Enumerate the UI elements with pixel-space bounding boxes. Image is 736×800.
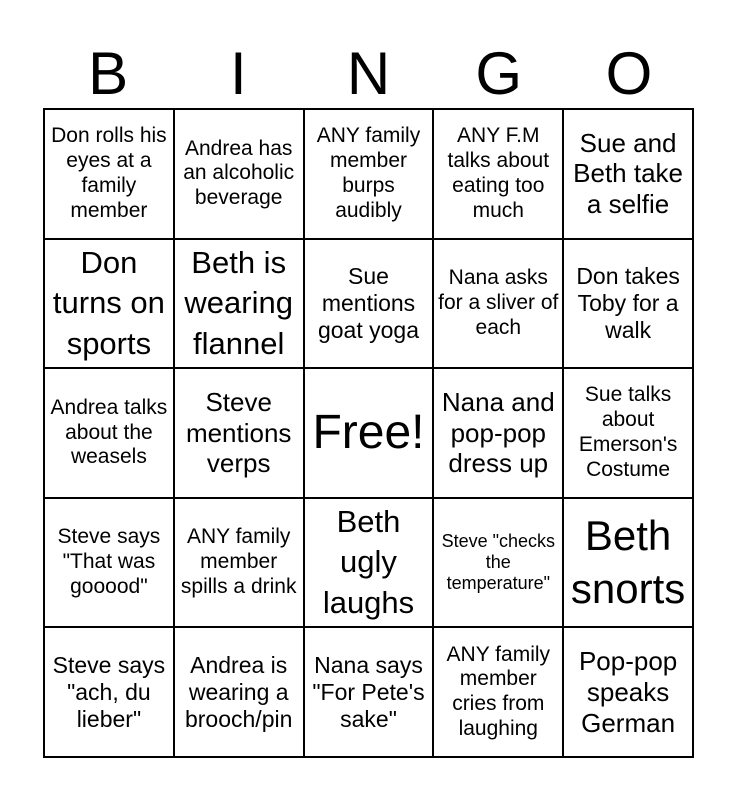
- bingo-cell[interactable]: Nana and pop-pop dress up: [433, 368, 563, 498]
- bingo-cell[interactable]: Sue and Beth take a selfie: [563, 109, 693, 239]
- bingo-cell[interactable]: Steve mentions verps: [174, 368, 304, 498]
- bingo-cell[interactable]: Nana asks for a sliver of each: [433, 239, 563, 369]
- header-letter-i: I: [229, 40, 247, 107]
- bingo-cell[interactable]: Sue mentions goat yoga: [304, 239, 434, 369]
- bingo-cell[interactable]: Andrea is wearing a brooch/pin: [174, 627, 304, 757]
- bingo-cell[interactable]: ANY F.M talks about eating too much: [433, 109, 563, 239]
- bingo-cell[interactable]: Steve "checks the temperature": [433, 498, 563, 628]
- bingo-cell[interactable]: Andrea talks about the weasels: [44, 368, 174, 498]
- bingo-cell[interactable]: Steve says "ach, du lieber": [44, 627, 174, 757]
- header-letter-n: N: [346, 40, 391, 107]
- bingo-header: [43, 40, 694, 108]
- bingo-cell[interactable]: Beth is wearing flannel: [174, 239, 304, 369]
- bingo-cell[interactable]: Andrea has an alcoholic beverage: [174, 109, 304, 239]
- bingo-cell[interactable]: ANY family member cries from laughing: [433, 627, 563, 757]
- header-letter-o: O: [605, 40, 653, 107]
- bingo-cell[interactable]: Don rolls his eyes at a family member: [44, 109, 174, 239]
- bingo-cell[interactable]: ANY family member burps audibly: [304, 109, 434, 239]
- bingo-cell[interactable]: Beth ugly laughs: [304, 498, 434, 628]
- bingo-cell[interactable]: ANY family member spills a drink: [174, 498, 304, 628]
- header-letter-g: G: [475, 40, 523, 107]
- bingo-cell[interactable]: Don turns on sports: [44, 239, 174, 369]
- bingo-cell[interactable]: Steve says "That was gooood": [44, 498, 174, 628]
- bingo-cell[interactable]: Sue talks about Emerson's Costume: [563, 368, 693, 498]
- bingo-cell[interactable]: Don takes Toby for a walk: [563, 239, 693, 369]
- header-letter-b: B: [88, 40, 129, 107]
- bingo-board: [43, 108, 694, 758]
- bingo-cell[interactable]: Beth snorts: [563, 498, 693, 628]
- bingo-cell[interactable]: Nana says "For Pete's sake": [304, 627, 434, 757]
- bingo-cell[interactable]: Pop-pop speaks German: [563, 627, 693, 757]
- free-space[interactable]: Free!: [304, 368, 434, 498]
